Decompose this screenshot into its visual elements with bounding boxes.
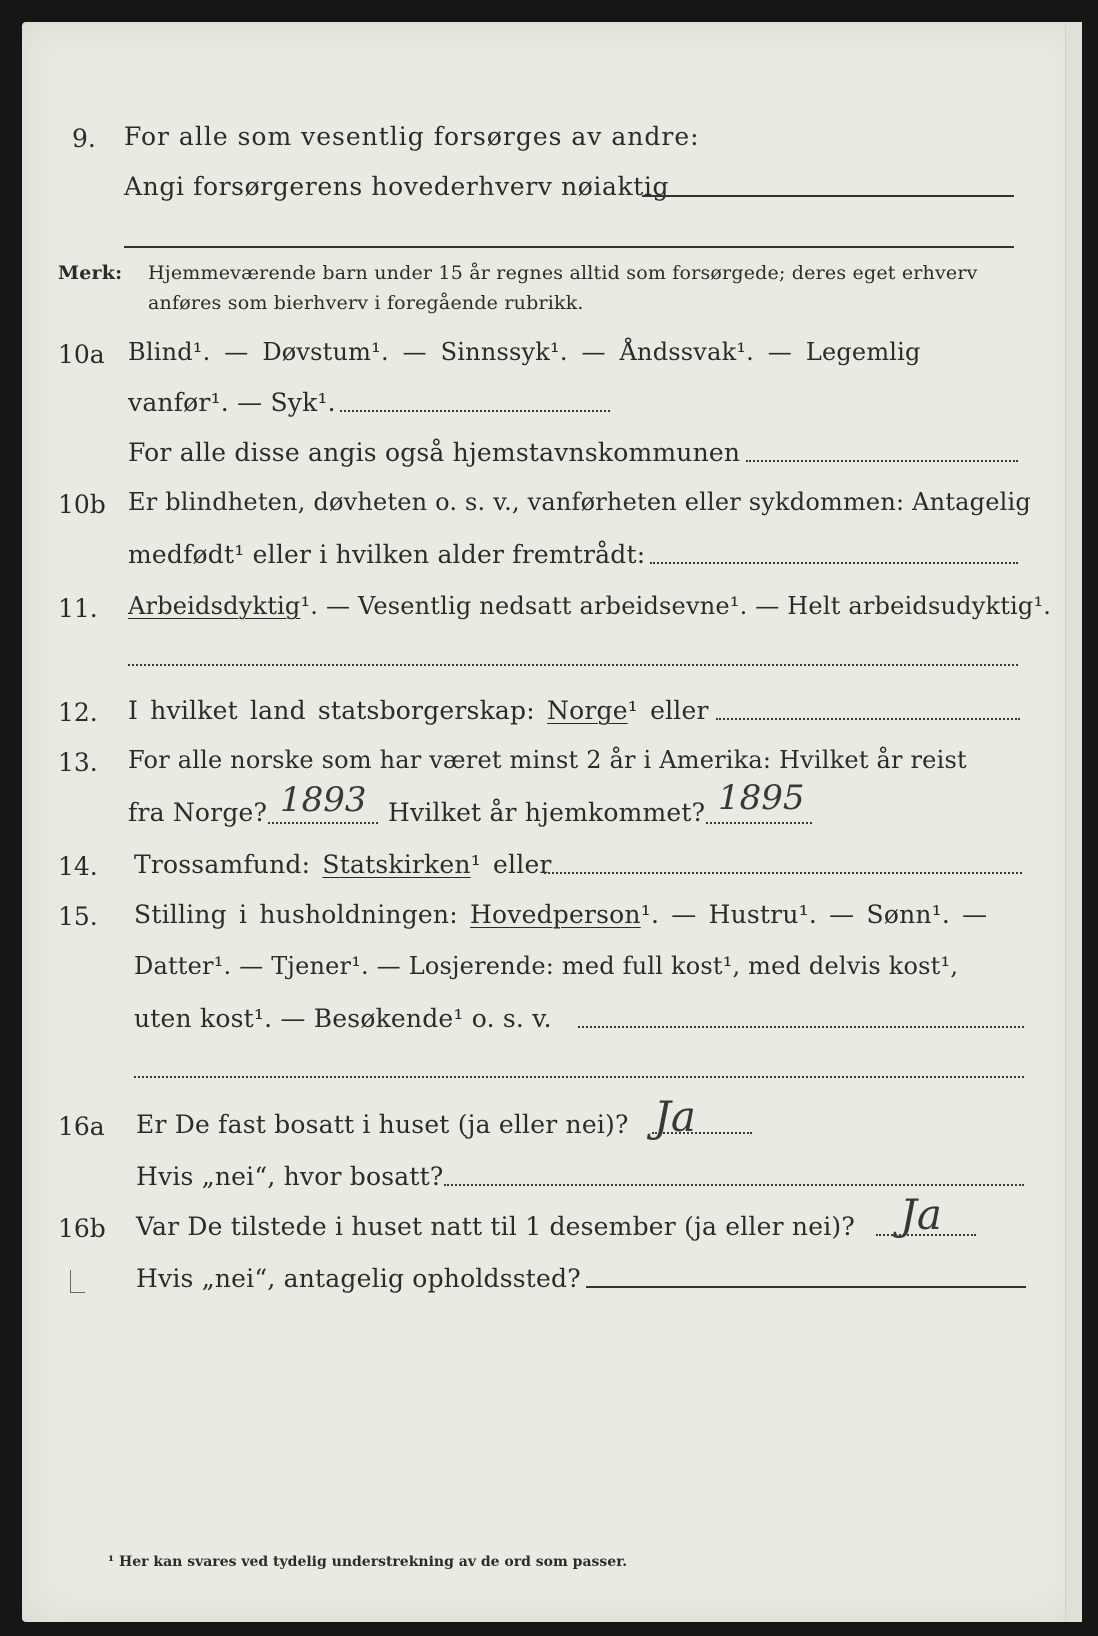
q15-option-hovedperson[interactable]: Hovedperson (470, 900, 641, 929)
q16a-line1: Er De fast bosatt i huset (ja eller nei)? (136, 1110, 629, 1139)
page-edge (1065, 22, 1082, 1622)
q11-text (128, 592, 1051, 620)
q10a-municipality-line[interactable] (746, 460, 1018, 462)
q10a-answer-line[interactable] (340, 410, 610, 412)
q9-answer-line-2[interactable] (124, 246, 1014, 248)
q13-left-line[interactable] (268, 822, 378, 824)
q11-number: 11. (58, 594, 98, 623)
q14-number: 14. (58, 852, 98, 881)
q12-pre: I hvilket land statsborgerskap: (128, 696, 535, 725)
q13-line1: For alle norske som har været minst 2 år i Amerika: Hvilket år reist (128, 746, 967, 774)
q13-mid: Hvilket år hjemkommet? (388, 798, 706, 827)
q13-pre: fra Norge? (128, 798, 268, 827)
q15-answer-line-2[interactable] (134, 1076, 1024, 1078)
q11-answer-line[interactable] (128, 664, 1018, 666)
q12-text (128, 696, 709, 725)
q15-line3: uten kost¹. — Besøkende¹ o. s. v. (134, 1004, 552, 1033)
q10a-number: 10a (58, 340, 105, 369)
q12-answer-line[interactable] (716, 718, 1020, 720)
q16b-whereabouts-line[interactable] (586, 1286, 1026, 1288)
q14-post: ¹ eller (470, 850, 552, 879)
q16b-answer-handwritten: Ja (900, 1190, 942, 1239)
q13-number: 13. (58, 748, 98, 777)
q14-pre: Trossamfund: (134, 850, 311, 879)
q10b-line2: medfødt¹ eller i hvilken alder fremtrådt: (128, 540, 646, 569)
corner-mark (70, 1270, 85, 1293)
q14-text (134, 850, 552, 879)
q10a-line2: vanfør¹. — Syk¹. (128, 388, 336, 417)
q10b-line1: Er blindheten, døvheten o. s. v., vanførheten eller sykdommen: Antagelig (128, 488, 1031, 516)
q14-option-statskirken[interactable]: Statskirken (322, 850, 471, 879)
q10b-number: 10b (58, 490, 106, 519)
q9-line1: For alle som vesentlig forsørges av andre: (124, 122, 700, 151)
q13-answer-returned-handwritten: 1895 (718, 778, 805, 818)
q13-returned-line[interactable] (706, 822, 812, 824)
q9-number: 9. (72, 124, 96, 153)
q9-line2: Angi forsørgerens hovederhverv nøiaktig (124, 172, 670, 201)
merk-line1: Hjemmeværende barn under 15 år regnes alltid som forsørgede; deres eget erhverv (148, 262, 978, 284)
q16a-residence-line[interactable] (444, 1184, 1024, 1186)
q16a-number: 16a (58, 1112, 105, 1141)
q14-answer-line[interactable] (544, 872, 1022, 874)
q16b-number: 16b (58, 1214, 106, 1243)
q9-answer-line[interactable] (642, 195, 1014, 197)
q12-number: 12. (58, 698, 98, 727)
q11-rest: ¹. — Vesentlig nedsatt arbeidsevne¹. — Helt arbeidsudyktig¹. (300, 592, 1052, 620)
q15-number: 15. (58, 902, 98, 931)
q16b-line2: Hvis „nei“, antagelig opholdssted? (136, 1264, 581, 1293)
q10b-answer-line[interactable] (650, 562, 1018, 564)
q16a-line2: Hvis „nei“, hvor bosatt? (136, 1162, 444, 1191)
q13-answer-left-handwritten: 1893 (280, 780, 367, 820)
q10a-line1: Blind¹. — Døvstum¹. — Sinnssyk¹. — Åndssvak¹. — Legemlig (128, 338, 921, 366)
q15-pre: Stilling i husholdningen: (134, 900, 458, 929)
q11-option-arbeidsdyktig[interactable]: Arbeidsdyktig (128, 592, 301, 620)
q15-answer-line[interactable] (578, 1026, 1024, 1028)
merk-line2: anføres som bierhverv i foregående rubrikk. (148, 292, 584, 314)
merk-label: Merk: (58, 262, 123, 284)
q15-line1 (134, 900, 987, 929)
q12-option-norge[interactable]: Norge (547, 696, 628, 725)
footnote: ¹ Her kan svares ved tydelig understrekning av de ord som passer. (108, 1554, 628, 1570)
q15-line2: Datter¹. — Tjener¹. — Losjerende: med full kost¹, med delvis kost¹, (134, 952, 959, 980)
q16a-answer-handwritten: Ja (654, 1092, 696, 1141)
q15-post: ¹. — Hustru¹. — Sønn¹. — (640, 900, 988, 929)
q16b-line1: Var De tilstede i huset natt til 1 desember (ja eller nei)? (136, 1212, 855, 1241)
q10a-line3: For alle disse angis også hjemstavnskommunen (128, 438, 741, 467)
q12-post: ¹ eller (627, 696, 709, 725)
